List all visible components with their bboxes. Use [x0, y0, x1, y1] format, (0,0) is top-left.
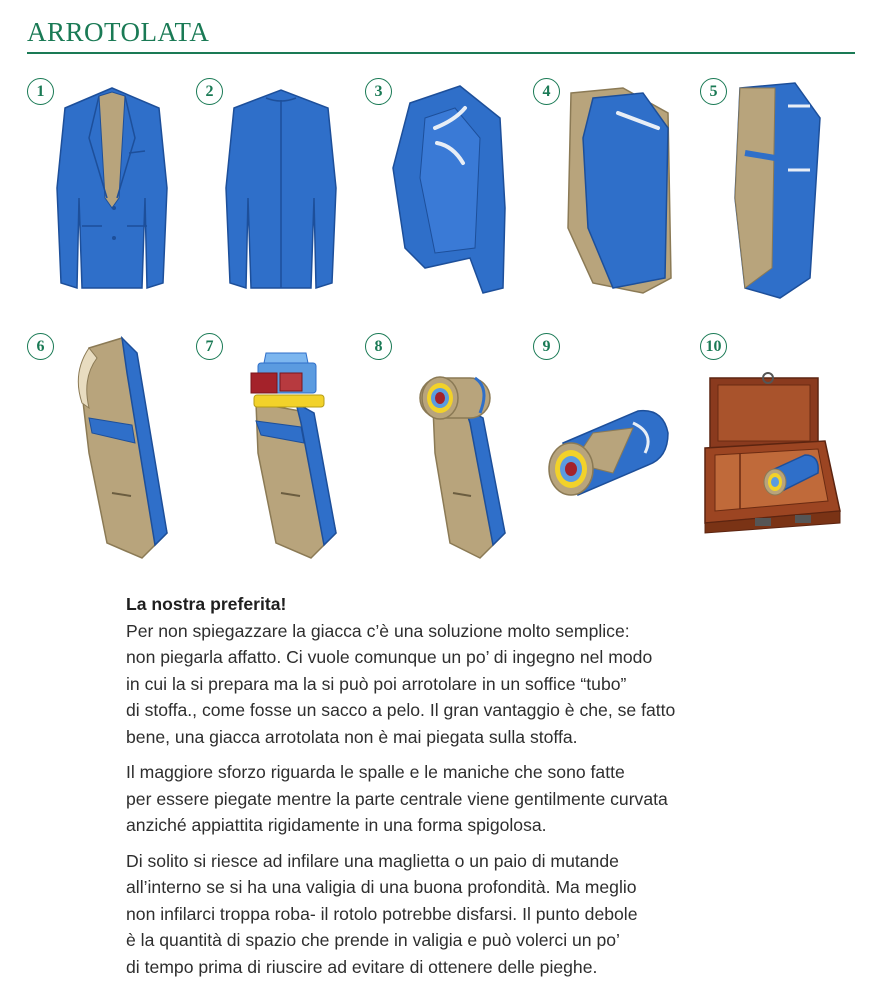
- step-5: [700, 78, 850, 318]
- step-7: [196, 333, 346, 573]
- step-1: [27, 78, 177, 318]
- rolled-jacket-illustration: [533, 333, 683, 573]
- step-9: [533, 333, 683, 573]
- jacket-long-fold-illustration: [27, 333, 177, 573]
- jacket-front-illustration: [27, 78, 177, 318]
- step-10: [700, 333, 850, 573]
- step-2: [196, 78, 346, 318]
- step-number-badge: 9: [533, 333, 560, 360]
- step-number-badge: 1: [27, 78, 54, 105]
- lead-heading: La nostra preferita!: [126, 594, 287, 614]
- step-number-badge: 7: [196, 333, 223, 360]
- step-number-badge: 4: [533, 78, 560, 105]
- step-number-badge: 10: [700, 333, 727, 360]
- jacket-with-clothes-illustration: [196, 333, 346, 573]
- step-6: [27, 333, 177, 573]
- step-number-badge: 5: [700, 78, 727, 105]
- suitcase-with-roll-illustration: [700, 333, 850, 573]
- description-text: [126, 591, 786, 989]
- jacket-rolling-illustration: [365, 333, 515, 573]
- step-8: [365, 333, 515, 573]
- jacket-shoulder-fold-illustration: [365, 78, 515, 318]
- step-number-badge: 3: [365, 78, 392, 105]
- step-3: [365, 78, 515, 318]
- step-number-badge: 6: [27, 333, 54, 360]
- paragraph-1: Per non spiegazzare la giacca c’è una soluzione molto semplice: non piegarla affatto. Ci vuole comunque un po’ di ingegno nel modo in cui la si prepara ma la si può poi arrotolare in un soffice “tubo” di stoffa., come fosse un sacco a pelo. Il gran vantaggio è che, se fatto bene, una giacca arrotolata non è mai piegata sulla stoffa.: [126, 620, 676, 747]
- jacket-inside-out-illustration: [533, 78, 683, 318]
- jacket-back-illustration: [196, 78, 346, 318]
- step-number-badge: 2: [196, 78, 223, 105]
- step-4: [533, 78, 683, 318]
- jacket-folded-half-illustration: [700, 78, 850, 318]
- page-title: ARROTOLATA: [27, 17, 210, 47]
- step-number-badge: 8: [365, 333, 392, 360]
- paragraph-3: Di solito si riesce ad infilare una maglietta o un paio di mutande all’interno se si ha una valigia di una buona profondità. Ma meglio non infilarci troppa roba- il rotolo potrebbe disfarsi. Il punto debole è la quantità di spazio che prende in valigia e può volerci un po’ di tempo prima di riuscire ad evitare di ottenere delle pieghe.: [126, 850, 638, 977]
- title-divider: [27, 52, 855, 54]
- paragraph-2: Il maggiore sforzo riguarda le spalle e le maniche che sono fatte per essere piegate mentre la parte centrale viene gentilmente curvata anziché appiattita rigidamente in una forma spigolosa.: [126, 762, 668, 835]
